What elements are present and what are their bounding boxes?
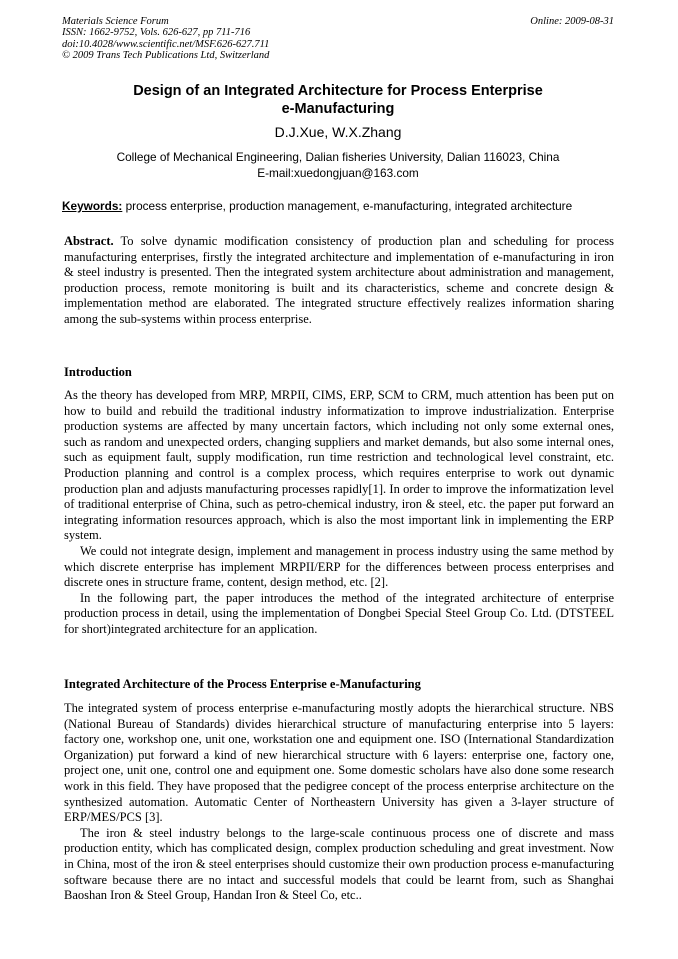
- paper-title-line-1: Design of an Integrated Architecture for Process Enterprise: [133, 83, 543, 99]
- architecture-paragraph-2: The iron & steel industry belongs to the large-scale continuous process one of discrete and mass production entity, which has complicated design, complex production scheduling and great investment. Now in China, most of the iron & steel enterprises should customize their own production process e-manufacturing software because there are no intact and successful models that could be learnt from, such as Shanghai Baoshan Iron & Steel Group, Handan Iron & Steel Co, etc..: [64, 825, 614, 903]
- keywords: [62, 199, 614, 214]
- journal-issn: ISSN: 1662-9752, Vols. 626-627, pp 711-716: [62, 27, 251, 39]
- keywords-text: process enterprise, production management, e-manufacturing, integrated architecture: [122, 199, 573, 213]
- author-email: E-mail:xuedongjuan@163.com: [257, 165, 419, 180]
- abstract: [64, 234, 614, 328]
- journal-copyright: © 2009 Trans Tech Publications Ltd, Switzerland: [62, 50, 270, 62]
- intro-paragraph-1: As the theory has developed from MRP, MRPII, CIMS, ERP, SCM to CRM, much attention has been put on how to build and rebuild the traditional industry informatization to improve industrialization. Enterprise production systems are affected by many uncertain factors, which including not only some external ones, such as random and unexpected orders, changing suppliers and market demands, but also some internal ones, such as equipment fault, supply modification, run time restriction and technological level constraint, etc. Production planning and control is a complex process, which requires enterprise to work out dynamic production plan and adjusts manufacturing processes rapidly[1]. In order to improve the informatization level of traditional enterprise of China, such as petro-chemical industry, iron & steel, etc. the paper put forward an integrating information resources approach, which is also the most important link in implementing the ERP system.: [64, 388, 614, 543]
- paper-title: [62, 82, 614, 118]
- authors: D.J.Xue, W.X.Zhang: [274, 124, 402, 140]
- journal-name: Materials Science Forum: [62, 16, 169, 27]
- architecture-paragraph-1: The integrated system of process enterprise e-manufacturing mostly adopts the hierarchical structure. NBS (National Bureau of Standards) divides hierarchical structure of manufacturing enterprise into 5 layers: factory one, workshop one, unit one, workstation one and equipment one. ISO (International Standardization Organization) put forward a kind of new hierarchical structure with 6 layers: enterprise one, factory one, project one, unit one, control one and equipment one. Some domestic scholars have also done some research work in this field. They have proposed that the pedigree concept of the process enterprise architecture on the synthesized automation. Automatic Center of Northeastern University has given a 3-layer structure of ERP/MES/PCS [3].: [64, 701, 614, 825]
- architecture-body: [64, 701, 614, 904]
- abstract-text: To solve dynamic modification consistency of production plan and scheduling for process manufacturing enterprises, firstly the integrated architecture and implementation of e-manufacturing in iron & steel industry is presented. Then the integrated system architecture about administration and management, production process, remote monitoring is built and its characteristics, scheme and concrete design & implementation method are elaborated. The integrated structure effectively realizes information sharing among the sub-systems within process enterprise.: [64, 234, 614, 326]
- paper-title-line-2: e-Manufacturing: [281, 101, 395, 117]
- intro-paragraph-2: We could not integrate design, implement and management in process industry using the same method by which discrete enterprise has implement MRPII/ERP for the differences between process enterprises and discrete ones in structure frame, content, design method, etc. [2].: [64, 543, 614, 590]
- introduction-body: [64, 388, 614, 638]
- architecture-heading: Integrated Architecture of the Process Enterprise e-Manufacturing: [64, 677, 421, 691]
- intro-paragraph-3: In the following part, the paper introduces the method of the integrated architecture of enterprise production process in detail, using the implementation of Dongbei Special Steel Group Co. Ltd. (DTSTEEL for short)integrated architecture for an application.: [64, 590, 614, 636]
- online-date: Online: 2009-08-31: [530, 16, 614, 27]
- affiliation: [62, 150, 614, 181]
- journal-doi: doi:10.4028/www.scientific.net/MSF.626-627.711: [62, 38, 270, 50]
- keywords-label: Keywords:: [62, 199, 123, 213]
- affiliation-line: College of Mechanical Engineering, Dalian fisheries University, Dalian 116023, China: [116, 150, 560, 164]
- journal-header: [62, 16, 269, 62]
- introduction-heading: Introduction: [64, 365, 132, 379]
- abstract-label: Abstract.: [64, 234, 114, 248]
